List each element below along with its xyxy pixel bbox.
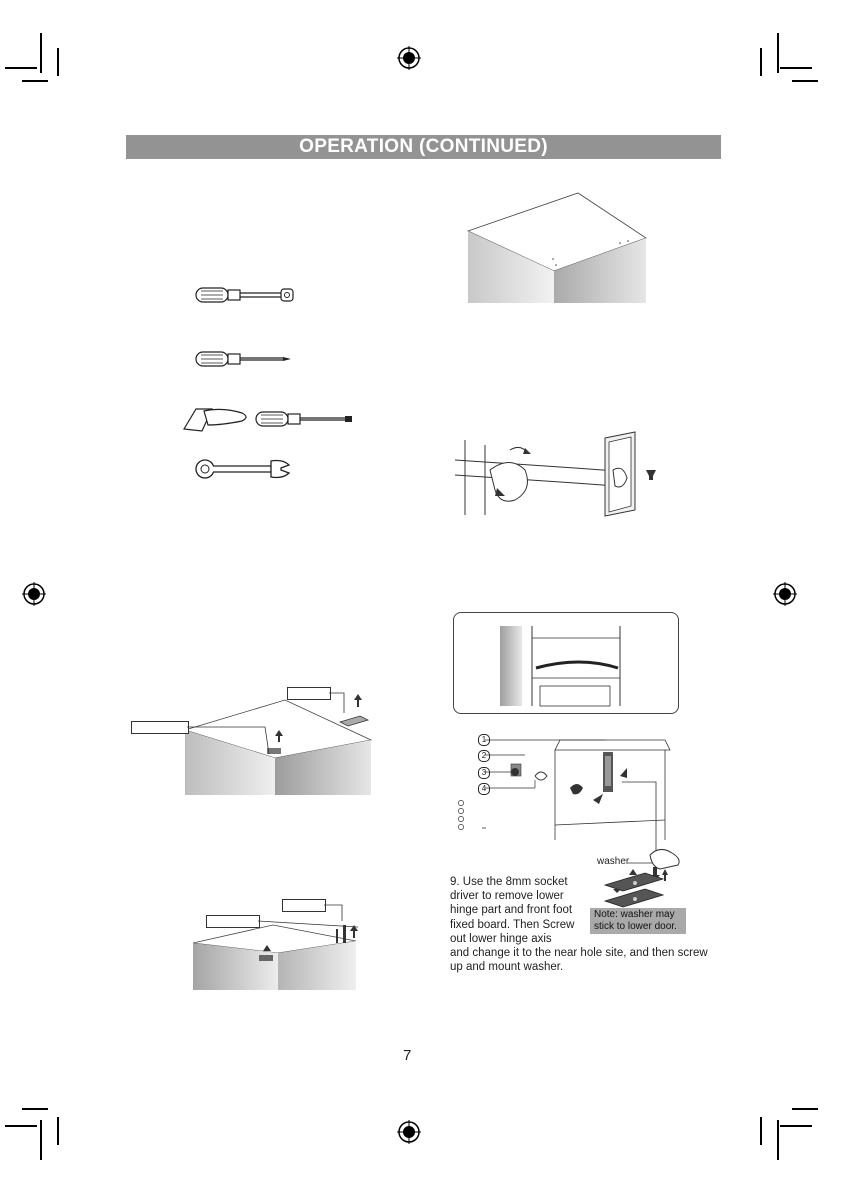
- registration-mark-top: [397, 46, 421, 70]
- socket-driver-icon: [195, 285, 295, 305]
- putty-knife-icon: [182, 405, 252, 433]
- callout-number-4: 4: [478, 783, 490, 795]
- page-number: 7: [403, 1047, 412, 1064]
- step-9-line-2: driver to remove lower: [450, 890, 564, 903]
- arrow-up-icon-2: [350, 925, 358, 939]
- flat-screwdriver-icon: [255, 410, 355, 428]
- washer-label: washer: [597, 856, 630, 867]
- callout-leader-screw: [187, 726, 272, 756]
- fridge-top-illustration: [468, 193, 646, 303]
- callout-number-1: 1: [478, 734, 490, 746]
- legend-list: [458, 800, 498, 836]
- callout-tag-cover: [287, 687, 331, 700]
- step-9-instructions: [450, 875, 708, 974]
- note-line-2: stick to lower door.: [594, 921, 677, 932]
- step-9-line-5: out lower hinge axis: [450, 932, 552, 945]
- door-lift-illustration: [595, 430, 665, 520]
- callout-leader-hinge-2: [324, 903, 349, 923]
- registration-mark-bottom: [397, 1120, 421, 1144]
- registration-mark-right: [773, 582, 797, 606]
- callout-tag-hinge-2: [282, 899, 326, 912]
- step-9-line-1: 9. Use the 8mm socket: [450, 876, 568, 888]
- note-line-1: Note: washer may: [594, 909, 675, 920]
- callout-number-2: 2: [478, 750, 490, 762]
- registration-mark-left: [22, 582, 46, 606]
- step-9-line-4: fixed board. Then Screw: [450, 918, 575, 931]
- callout-tag-screw-2: [206, 915, 260, 928]
- callout-tag-screw: [131, 721, 189, 734]
- section-header: OPERATION (CONTINUED): [126, 135, 721, 159]
- step-9-line-7: up and mount washer.: [450, 961, 564, 974]
- fridge-top-screw-illustration: [193, 925, 356, 990]
- step-9-line-6: and change it to the near hole site, and then screw: [450, 947, 708, 960]
- wrench-icon: [193, 458, 293, 480]
- fridge-interior-illustration: [500, 626, 640, 706]
- step-9-line-3: hinge part and front foot: [450, 904, 573, 917]
- callout-number-3: 3: [478, 767, 490, 779]
- arrow-up-icon: [354, 694, 362, 708]
- phillips-screwdriver-icon: [195, 350, 295, 368]
